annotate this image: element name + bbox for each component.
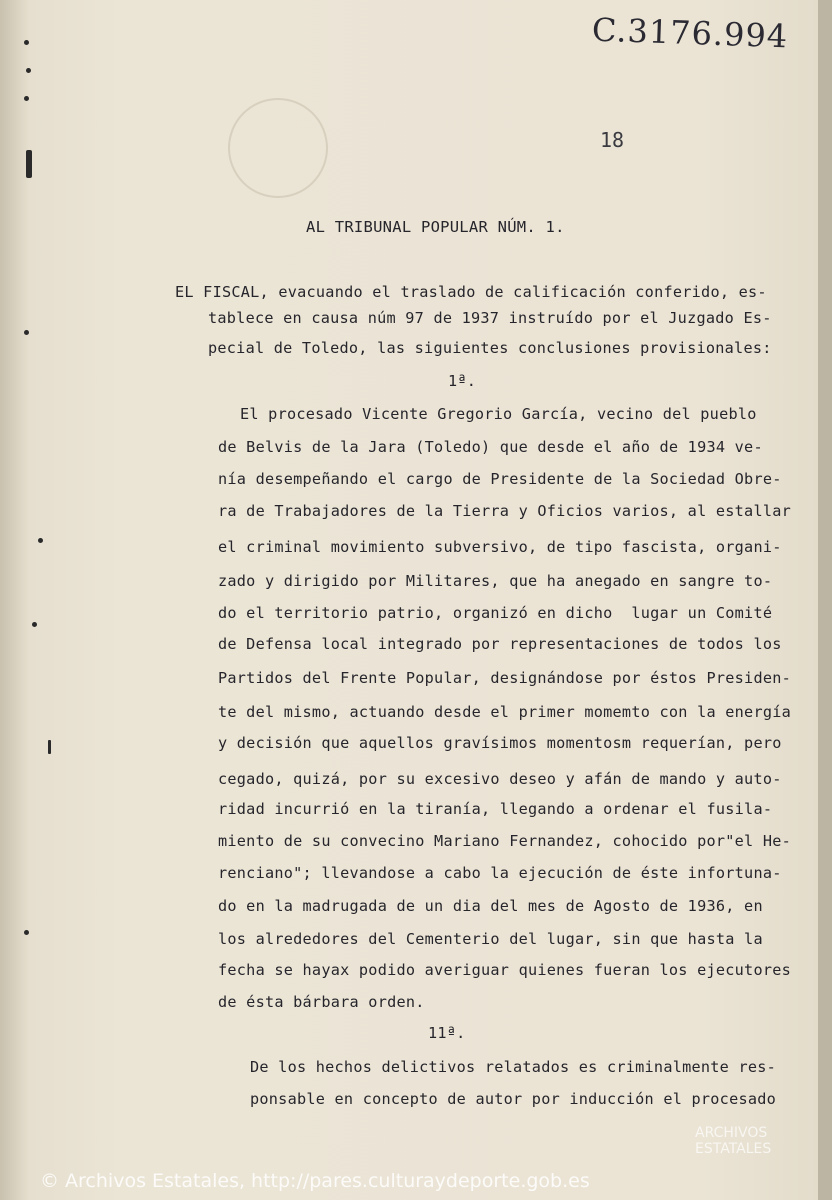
text-line: EL FISCAL, evacuando el traslado de calificación conferido, es- (175, 283, 767, 301)
text-line: ra de Trabajadores de la Tierra y Oficios varios, al estallar (218, 502, 792, 520)
text-line: fecha se hayax podido averiguar quienes fueran los ejecutores (218, 961, 792, 979)
text-line: el criminal movimiento subversivo, de tipo fascista, organi- (218, 538, 782, 556)
text-line: de ésta bárbara orden. (218, 993, 425, 1011)
text-line: pecial de Toledo, las siguientes conclusiones provisionales: (208, 339, 772, 357)
faded-stamp (228, 98, 328, 198)
text-line: renciano"; llevandose a cabo la ejecución de éste infortuna- (218, 864, 782, 882)
text-line: te del mismo, actuando desde el primer momemto con la energía (218, 703, 792, 721)
text-line: de Defensa local integrado por representaciones de todos los (218, 635, 782, 653)
text-line: los alrededores del Cementerio del lugar, sin que hasta la (218, 930, 763, 948)
text-line: de Belvis de la Jara (Toledo) que desde el año de 1934 ve- (218, 438, 763, 456)
document-heading: AL TRIBUNAL POPULAR NÚM. 1. (306, 218, 565, 236)
text-line: y decisión que aquellos gravísimos momentosm requerían, pero (218, 734, 782, 752)
text-line: do el territorio patrio, organizó en dicho lugar un Comité (218, 604, 773, 622)
text-line: do en la madrugada de un dia del mes de Agosto de 1936, en (218, 897, 763, 915)
text-line: nía desempeñando el cargo de Presidente de la Sociedad Obre- (218, 470, 782, 488)
archive-logo-watermark: ARCHIVOS ESTATALES (695, 1125, 772, 1157)
section-number: 11ª. (428, 1024, 466, 1042)
text-line: ponsable en concepto de autor por inducción el procesado (250, 1090, 777, 1108)
text-line: zado y dirigido por Militares, que ha anegado en sangre to- (218, 572, 773, 590)
text-line: cegado, quizá, por su excesivo deseo y afán de mando y auto- (218, 770, 782, 788)
page-number: 18 (600, 128, 625, 152)
catalog-number: C.3176.994 (591, 10, 789, 56)
text-line: De los hechos delictivos relatados es criminalmente res- (250, 1058, 777, 1076)
text-line: ridad incurrió en la tiranía, llegando a ordenar el fusila- (218, 800, 773, 818)
text-line: miento de su convecino Mariano Fernandez, cohocido por"el He- (218, 832, 792, 850)
archive-credit-watermark: © Archivos Estatales, http://pares.culturaydeporte.gob.es (40, 1170, 590, 1192)
text-line: Partidos del Frente Popular, designándose por éstos Presiden- (218, 669, 792, 687)
section-number: 1ª. (448, 372, 477, 390)
text-line: El procesado Vicente Gregorio García, vecino del pueblo (240, 405, 757, 423)
page-edge (818, 0, 832, 1200)
text-line: tablece en causa núm 97 de 1937 instruído por el Juzgado Es- (208, 309, 772, 327)
